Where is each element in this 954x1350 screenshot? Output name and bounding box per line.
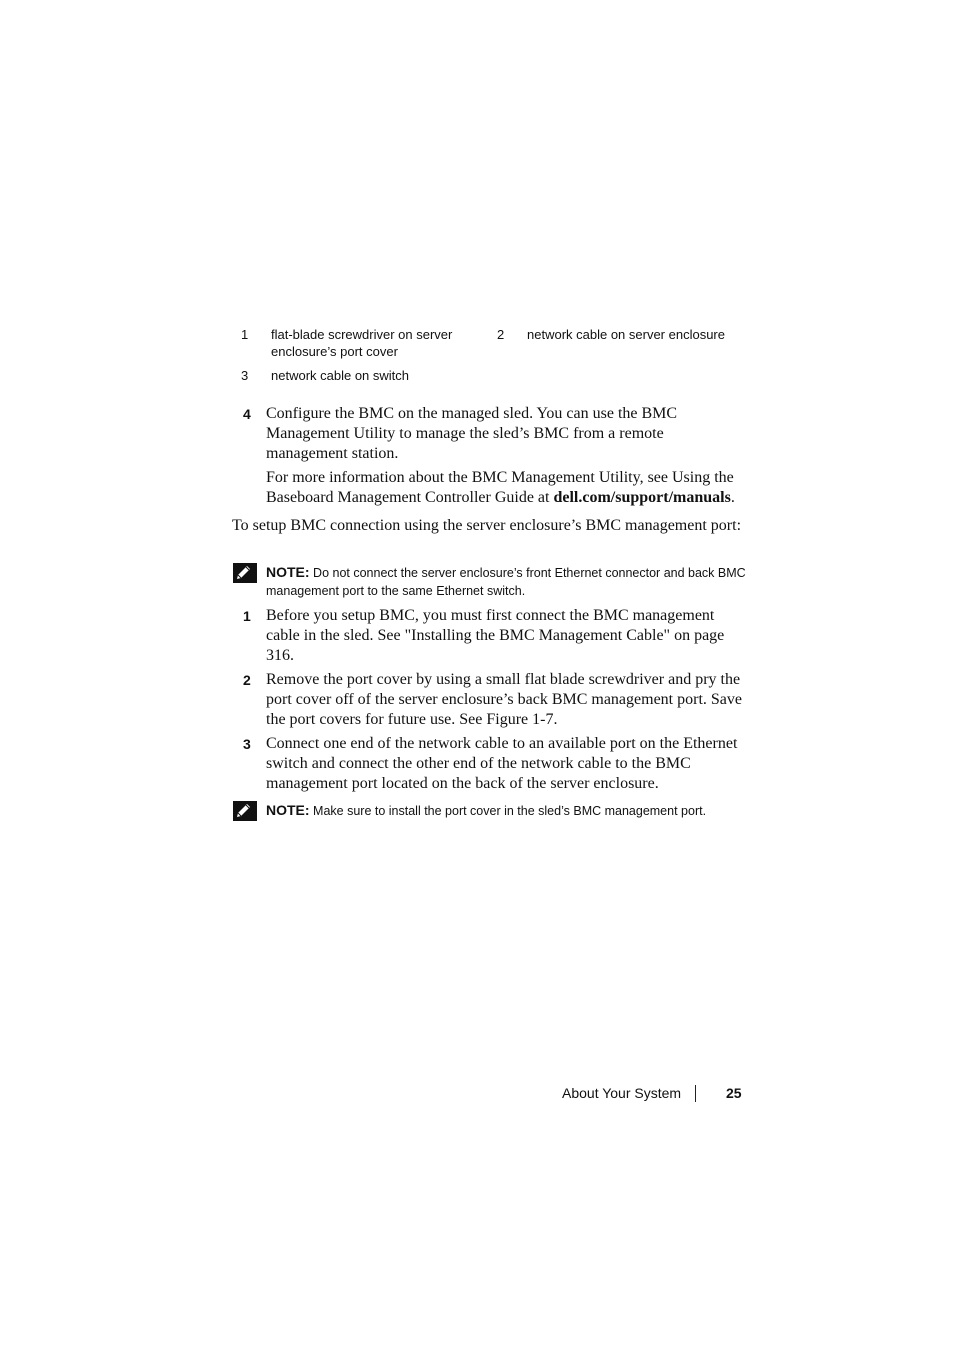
step-text: Remove the port cover by using a small flat blade screwdriver and pry the port cover off of the server enclosure’s back BMC management port. Save the port covers for future use. See Figure 1-7. — [266, 671, 742, 728]
step-number: 2 — [243, 672, 251, 688]
legend-text: network cable on server enclosure — [527, 327, 725, 342]
footer-divider — [695, 1085, 696, 1102]
step-text: Configure the BMC on the managed sled. You can use the BMC Management Utility to manage the sled’s BMC from a remote management station. — [266, 405, 678, 462]
legend-text: flat-blade screwdriver on server enclosure’s port cover — [271, 327, 453, 359]
more-info-end: . — [730, 488, 735, 506]
step-more-info — [266, 468, 746, 508]
step-number: 3 — [243, 736, 251, 752]
note-label: NOTE: — [266, 564, 310, 580]
note-text: Do not connect the server enclosure’s front Ethernet connector and back BMC management port to the same Ethernet switch. — [266, 566, 746, 598]
step-text: Before you setup BMC, you must first connect the BMC management cable in the sled. See "Installing the BMC Management Cable" on page 316. — [266, 607, 725, 664]
step-number: 4 — [243, 406, 251, 422]
legend-text: network cable on switch — [271, 368, 410, 383]
note-icon — [233, 801, 257, 821]
note-paragraph — [266, 563, 746, 600]
intro-paragraph: To setup BMC connection using the server enclosure’s BMC management port: — [232, 517, 742, 534]
footer-section-title: About Your System — [562, 1085, 682, 1101]
note-icon — [233, 563, 257, 583]
legend-number: 1 — [241, 327, 249, 342]
step-number: 1 — [243, 608, 251, 624]
page-number: 25 — [726, 1085, 742, 1101]
legend-number: 3 — [241, 368, 249, 383]
note-text: Make sure to install the port cover in the sled’s BMC management port. — [309, 804, 707, 818]
step-text: Connect one end of the network cable to an available port on the Ethernet switch and connect the other end of the network cable to the BMC management port located on the back of the server enclosure. — [266, 735, 738, 792]
legend-number: 2 — [497, 327, 505, 342]
support-link[interactable]: dell.com/support/manuals — [553, 488, 731, 506]
note-label: NOTE: — [266, 802, 310, 818]
note-paragraph — [266, 801, 746, 820]
more-info-text: For more information about the BMC Management Utility, see Using the Baseboard Management Controller Guide at — [266, 469, 734, 506]
